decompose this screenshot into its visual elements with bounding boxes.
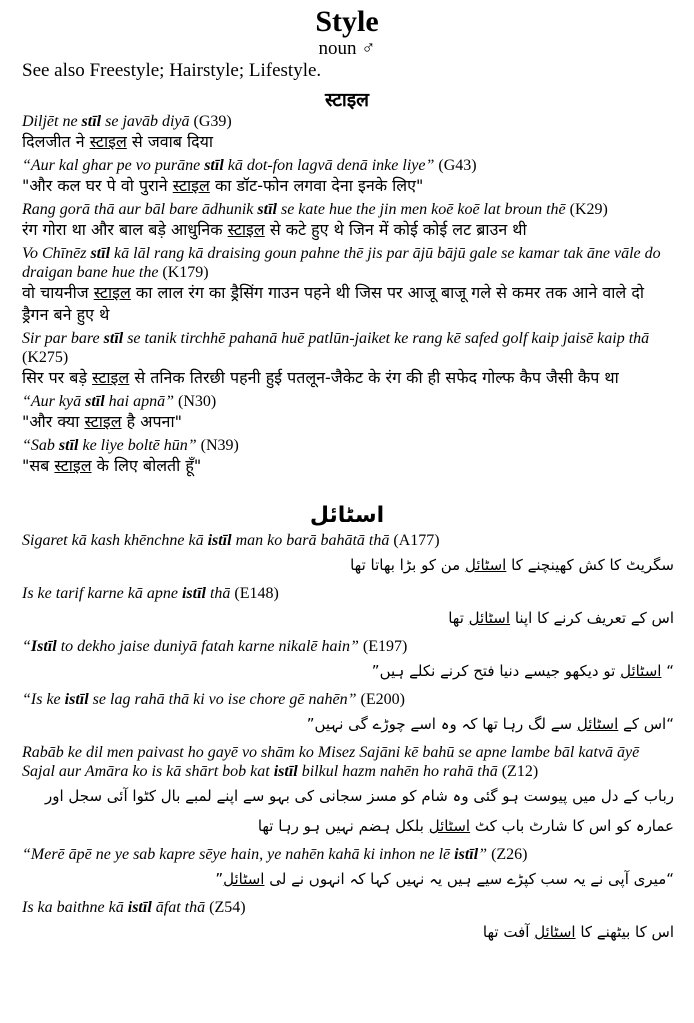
translit-text: Rabāb ke dil men paivast ho gayē vo shām ko Misez Sajāni kē bahū se apne lambe bāl katvā āyē Sajal aur Amāra ko is kā shārt bob kat bbox=[22, 744, 640, 780]
native-script bbox=[22, 411, 674, 433]
keyword-translit: istīl bbox=[273, 763, 298, 780]
translit-text: Sigaret kā kash khēnchne kā bbox=[22, 532, 208, 549]
transliteration bbox=[22, 531, 674, 550]
keyword-native: स्टाइल bbox=[54, 456, 92, 475]
native-text: “ bbox=[661, 662, 674, 680]
translit-text: Rang gorā thā aur bāl bare ādhunik bbox=[22, 201, 258, 218]
translit-text: “Merē āpē ne ye sab kapre sēye hain, ye nahēn kahā ki inhon ne lē bbox=[22, 846, 455, 863]
source-reference: (E148) bbox=[230, 585, 279, 602]
native-script bbox=[22, 455, 674, 477]
native-text: "सब bbox=[22, 456, 55, 475]
native-text: सिर पर बड़े bbox=[22, 368, 93, 387]
transliteration bbox=[22, 156, 674, 175]
translit-text: se tanik tirchhē pahanā huē patlūn-jaiket ke rang kē safed golf kaip jaisē kaip thā bbox=[123, 330, 650, 347]
keyword-translit: stīl bbox=[103, 330, 124, 347]
native-text: “اس کے bbox=[618, 715, 674, 733]
keyword-native: स्टाइल bbox=[172, 176, 210, 195]
transliteration bbox=[22, 112, 674, 131]
example-entry bbox=[22, 329, 674, 389]
source-reference: (Z12) bbox=[497, 763, 539, 780]
native-text: سگریٹ کا کش کھینچنے کا bbox=[506, 556, 674, 574]
native-text: تو دیکھو جیسے دنیا فتح کرنے نکلے ہیں” bbox=[371, 662, 621, 680]
transliteration bbox=[22, 690, 674, 709]
keyword-translit: istīl bbox=[207, 532, 232, 549]
translit-text: Sir par bare bbox=[22, 330, 104, 347]
example-entry bbox=[22, 690, 674, 739]
translit-text: “Is ke bbox=[22, 691, 65, 708]
urdu-entries bbox=[0, 531, 694, 947]
keyword-native: स्टाइल bbox=[89, 132, 127, 151]
native-text: تھا bbox=[448, 609, 469, 627]
translit-text: “Sab bbox=[22, 437, 59, 454]
source-reference: (K29) bbox=[565, 201, 608, 218]
headword: Style bbox=[315, 5, 379, 38]
example-entry bbox=[22, 112, 674, 153]
native-script bbox=[22, 131, 674, 153]
part-of-speech: noun ♂ bbox=[318, 38, 376, 59]
keyword-native: स्टाइल bbox=[84, 412, 122, 431]
native-script bbox=[22, 367, 674, 389]
source-reference: (E197) bbox=[358, 638, 408, 655]
transliteration bbox=[22, 329, 674, 367]
native-script bbox=[22, 175, 674, 197]
source-reference: (K179) bbox=[158, 264, 209, 281]
native-text: ” bbox=[215, 870, 224, 888]
native-script bbox=[22, 603, 674, 633]
native-text: اس کا بیٹھنے کا bbox=[575, 923, 674, 941]
translit-text: se javāb diyā bbox=[101, 113, 190, 130]
example-entry bbox=[22, 531, 674, 580]
keyword-translit: istīl bbox=[181, 585, 206, 602]
urdu-section-heading: اسٹائل bbox=[309, 503, 385, 528]
native-text: “میری آپی نے یہ سب کپڑے سیے ہیں یہ نہیں کہا کہ انہوں نے لی bbox=[264, 870, 674, 888]
keyword-translit: istīl bbox=[127, 899, 152, 916]
translit-text: se kate hue the jin men koē koē lat broun thē bbox=[276, 201, 566, 218]
hindi-section-heading: स्टाइल bbox=[324, 89, 370, 111]
transliteration bbox=[22, 244, 674, 282]
translit-text: Is ke tarif karne kā apne bbox=[22, 585, 182, 602]
native-text: اس کے تعریف کرنے کا اپنا bbox=[510, 609, 674, 627]
translit-text: ke liye boltē hūn” bbox=[78, 437, 197, 454]
keyword-native: اسٹائل bbox=[576, 715, 619, 733]
native-script bbox=[22, 709, 674, 739]
translit-text: ” bbox=[478, 846, 488, 863]
translit-text: man ko barā bahātā thā bbox=[231, 532, 390, 549]
example-entry bbox=[22, 156, 674, 197]
example-entry bbox=[22, 743, 674, 841]
example-entry bbox=[22, 436, 674, 477]
source-reference: (G43) bbox=[434, 157, 477, 174]
native-text: من کو بڑا بھاتا تھا bbox=[350, 556, 465, 574]
native-text: آفت تھا bbox=[482, 923, 535, 941]
translit-text: Diljēt ne bbox=[22, 113, 82, 130]
native-text: से जवाब दिया bbox=[126, 132, 214, 151]
native-text: "और क्या bbox=[22, 412, 85, 431]
transliteration bbox=[22, 436, 674, 455]
example-entry bbox=[22, 637, 674, 686]
native-script bbox=[22, 282, 674, 326]
transliteration bbox=[22, 845, 674, 864]
native-text: रंग गोरा था और बाल बड़े आधुनिक bbox=[22, 220, 228, 239]
keyword-native: اسٹائل bbox=[464, 556, 507, 574]
example-entry bbox=[22, 244, 674, 326]
translit-text: “ bbox=[22, 638, 31, 655]
example-entry bbox=[22, 392, 674, 433]
source-reference: (K275) bbox=[22, 349, 69, 366]
translit-text: “Aur kal ghar pe vo purāne bbox=[22, 157, 205, 174]
keyword-translit: stīl bbox=[81, 113, 102, 130]
native-script bbox=[22, 219, 674, 241]
keyword-translit: stīl bbox=[90, 245, 111, 262]
translit-text: se lag rahā thā ki vo ise chore gē nahēn” bbox=[88, 691, 357, 708]
native-text: "और कल घर पे वो पुराने bbox=[22, 176, 173, 195]
native-text: दिलजीत ने bbox=[22, 132, 90, 151]
keyword-translit: stīl bbox=[257, 201, 277, 218]
translit-text: thā bbox=[205, 585, 231, 602]
keyword-translit: stīl bbox=[204, 157, 224, 174]
keyword-translit: istīl bbox=[64, 691, 89, 708]
translit-text: āfat thā bbox=[151, 899, 206, 916]
translit-text: kā dot-fon lagvā denā inke liye” bbox=[223, 157, 435, 174]
native-text: के लिए बोलती हूँ" bbox=[91, 456, 202, 475]
transliteration bbox=[22, 584, 674, 603]
keyword-translit: stīl bbox=[58, 437, 79, 454]
keyword-native: اسٹائل bbox=[534, 923, 576, 941]
example-entry bbox=[22, 200, 674, 241]
native-script bbox=[22, 656, 674, 686]
native-text: से कटे हुए थे जिन में कोई कोई लट ब्राउन थी bbox=[264, 220, 527, 239]
transliteration bbox=[22, 898, 674, 917]
source-reference: (A177) bbox=[389, 532, 440, 549]
source-reference: (Z54) bbox=[205, 899, 246, 916]
transliteration bbox=[22, 392, 674, 411]
hindi-entries bbox=[0, 112, 694, 477]
source-reference: (G39) bbox=[189, 113, 232, 130]
source-reference: (E200) bbox=[356, 691, 405, 708]
keyword-native: स्टाइल bbox=[92, 368, 130, 387]
native-text: سے لگ رہا تھا کہ وہ اسے چوڑے گی نہیں” bbox=[306, 715, 577, 733]
keyword-native: اسٹائل bbox=[468, 609, 511, 627]
native-text: رباب کے دل میں پیوست ہو گئی وہ شام کو مسز سجانی کی بہو سے اپنے لمبے بال کٹوا آئی سجل اور عمارہ کو اس کا شارٹ باب کٹ bbox=[45, 787, 674, 835]
keyword-native: اسٹائل bbox=[223, 870, 265, 888]
keyword-native: स्टाइल bbox=[227, 220, 265, 239]
example-entry bbox=[22, 898, 674, 947]
example-entry bbox=[22, 584, 674, 633]
see-also: See also Freestyle; Hairstyle; Lifestyle. bbox=[22, 60, 322, 81]
translit-text: to dekho jaise duniyā fatah karne nikalē hain” bbox=[56, 638, 359, 655]
transliteration bbox=[22, 637, 674, 656]
native-text: से तनिक तिरछी पहनी हुई पतलून-जैकेट के रंग की ही सफेद गोल्फ कैप जैसी कैप था bbox=[129, 368, 619, 387]
keyword-native: اسٹائل bbox=[428, 817, 471, 835]
keyword-native: اسٹائل bbox=[620, 662, 662, 680]
native-script bbox=[22, 781, 674, 841]
transliteration bbox=[22, 743, 674, 781]
native-text: वो चायनीज bbox=[22, 283, 94, 302]
translit-text: hai apnā” bbox=[104, 393, 175, 410]
keyword-native: स्टाइल bbox=[93, 283, 131, 302]
translit-text: Vo Chīnēz bbox=[22, 245, 91, 262]
native-script bbox=[22, 550, 674, 580]
translit-text: Is ka baithne kā bbox=[22, 899, 128, 916]
translit-text: bilkul hazm nahēn ho rahā thā bbox=[297, 763, 498, 780]
source-reference: (N39) bbox=[196, 437, 239, 454]
source-reference: (Z26) bbox=[487, 846, 528, 863]
native-script bbox=[22, 864, 674, 894]
native-text: का लाल रंग का ड्रैसिंग गाउन पहने थी जिस पर आजू बाजू गले से कमर तक आने वाले दो ड्रैगन बने हुए थे bbox=[22, 283, 644, 324]
translit-text: “Aur kyā bbox=[22, 393, 86, 410]
keyword-translit: stīl bbox=[85, 393, 105, 410]
transliteration bbox=[22, 200, 674, 219]
source-reference: (N30) bbox=[174, 393, 217, 410]
keyword-translit: Istīl bbox=[30, 638, 57, 655]
keyword-translit: istīl bbox=[454, 846, 479, 863]
translit-text: kā lāl rang kā draising goun pahne thē jis par ājū bājū gale se kamar tak āne vāle do draigan bane hue the bbox=[22, 245, 661, 281]
native-script bbox=[22, 917, 674, 947]
example-entry bbox=[22, 845, 674, 894]
native-text: का डॉट-फोन लगवा देना इनके लिए" bbox=[209, 176, 424, 195]
native-text: है अपना" bbox=[121, 412, 182, 431]
native-text: بلکل ہضم نہیں ہو رہا تھا bbox=[257, 817, 429, 835]
